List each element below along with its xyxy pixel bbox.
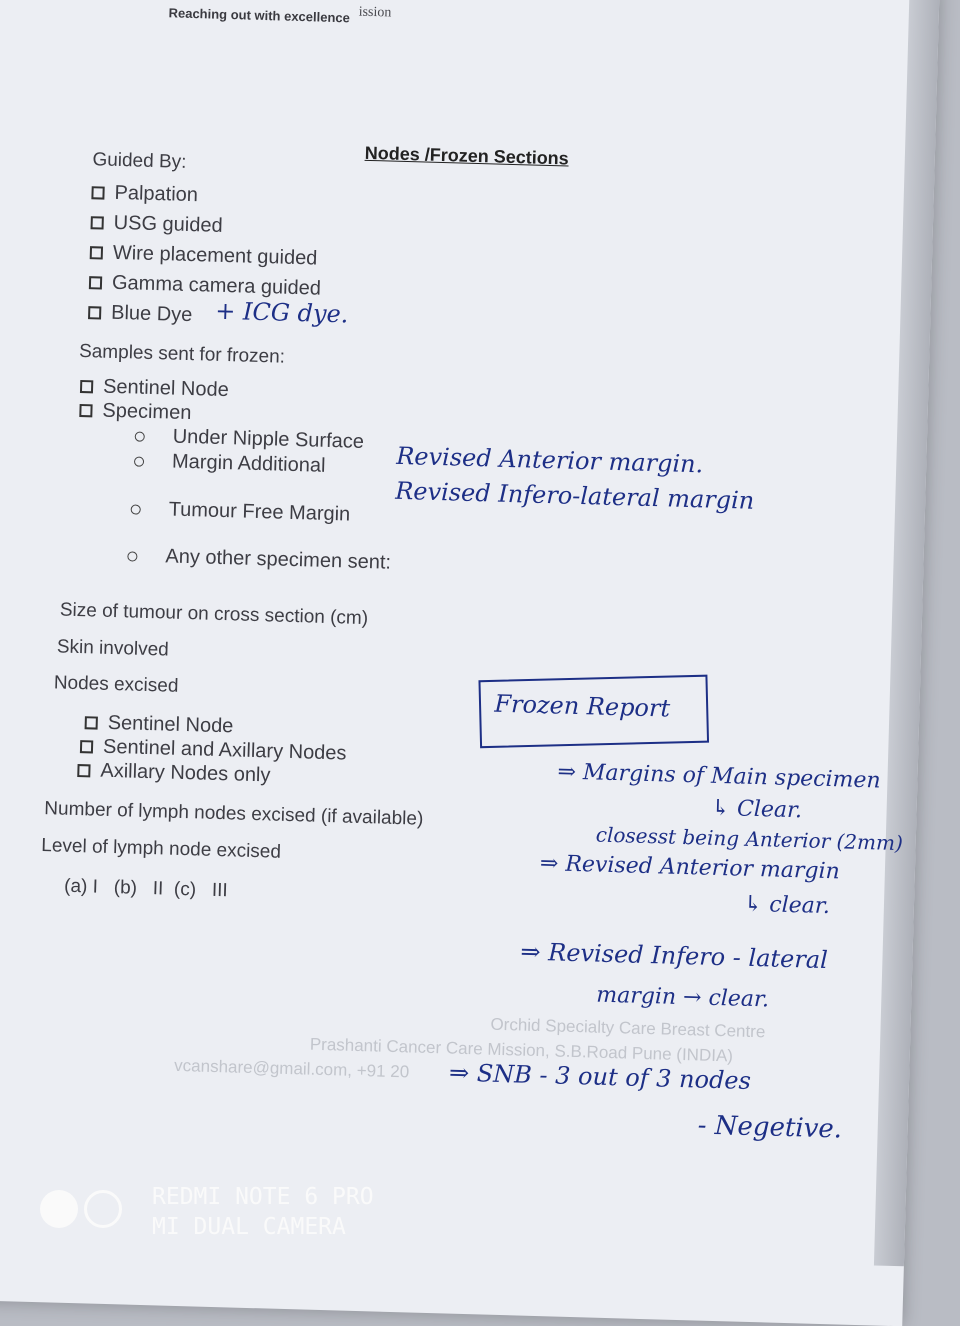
report-line-9: - Negetive. <box>697 1110 843 1145</box>
guided-by-label: Guided By: <box>92 149 187 173</box>
checkbox <box>80 740 93 753</box>
checkbox <box>77 764 90 777</box>
guided-option-wire: Wire placement guided <box>90 241 318 270</box>
node-option-sentinel: Sentinel Node <box>84 711 233 738</box>
guided-option-palpation: Palpation <box>91 181 198 207</box>
bullet-icon <box>131 504 141 514</box>
guided-option-blue-dye: Blue Dye <box>88 301 193 327</box>
node-option-sentinel-axillary: Sentinel and Axillary Nodes <box>80 735 347 765</box>
frozen-report-heading: Frozen Report <box>494 689 671 723</box>
checkbox-ticked <box>88 306 101 319</box>
footer-email: vcanshare@gmail.com, +91 20 <box>173 1055 410 1082</box>
report-line-3: closesst being Anterior (2mm) <box>595 822 904 856</box>
handwritten-revised-infero: Revised Infero-lateral margin <box>394 476 755 515</box>
checkbox <box>91 186 104 199</box>
camera-logo-icon <box>40 1190 122 1228</box>
guided-option-usg: USG guided <box>90 211 223 238</box>
page-title: Nodes /Frozen Sections <box>364 142 570 169</box>
footer-org: Prashanti Cancer Care Mission, S.B.Road Pune (INDIA) <box>309 1034 734 1066</box>
sub-option-other: Any other specimen sent: <box>127 544 391 574</box>
header-mission: ission <box>358 4 392 21</box>
report-line-8: ⇒ SNB - 3 out of 3 nodes <box>448 1058 752 1095</box>
checkbox-ticked <box>85 716 98 729</box>
guided-option-gamma: Gamma camera guided <box>89 271 322 300</box>
lymph-levels: (a) I (b) II (c) III <box>63 875 229 902</box>
report-line-6: ⇒ Revised Infero - lateral <box>520 937 829 975</box>
handwritten-revised-anterior: Revised Anterior margin. <box>395 441 704 479</box>
handwritten-icg-note: + ICG dye. <box>214 296 349 329</box>
report-line-4: ⇒ Revised Anterior margin <box>539 850 841 885</box>
header-tagline: Reaching out with excellence <box>168 5 351 26</box>
node-option-axillary: Axillary Nodes only <box>77 759 271 787</box>
samples-label: Samples sent for frozen: <box>78 340 286 368</box>
report-line-2: ↳ Clear. <box>711 795 803 824</box>
bullet-icon <box>134 456 144 466</box>
bullet-icon <box>135 431 145 441</box>
lymph-level-label: Level of lymph node excised <box>41 835 282 863</box>
sample-option-specimen: Specimen <box>79 399 192 425</box>
checkbox-ticked <box>79 404 92 417</box>
skin-involved-label: Skin involved <box>56 636 170 661</box>
camera-dot-icon <box>40 1190 78 1228</box>
report-line-7: margin → clear. <box>595 982 770 1013</box>
checkbox <box>89 276 102 289</box>
watermark-line-2: MI DUAL CAMERA <box>152 1214 346 1240</box>
lymph-number-label: Number of lymph nodes excised (if available) <box>44 798 424 830</box>
checkbox <box>91 216 104 229</box>
tumour-size-label: Size of tumour on cross section (cm) <box>59 599 369 630</box>
sub-option-nipple: Under Nipple Surface <box>134 425 364 454</box>
checkbox <box>90 246 103 259</box>
checkbox-ticked <box>80 380 93 393</box>
sample-option-sentinel: Sentinel Node <box>80 375 229 402</box>
sub-option-tumour-free: Tumour Free Margin <box>130 497 350 526</box>
sub-option-margin: Margin Additional <box>134 450 326 478</box>
watermark-line-1: REDMI NOTE 6 PRO <box>152 1184 374 1210</box>
bullet-icon <box>127 551 137 561</box>
footer-center: Orchid Specialty Care Breast Centre <box>490 1014 766 1042</box>
camera-watermark <box>152 1182 374 1242</box>
nodes-excised-label: Nodes excised <box>53 672 179 697</box>
report-line-5: ↳ clear. <box>743 891 831 920</box>
camera-ring-icon <box>84 1190 122 1228</box>
report-line-1: ⇒ Margins of Main specimen <box>557 759 881 794</box>
paper-edge <box>874 0 940 1266</box>
